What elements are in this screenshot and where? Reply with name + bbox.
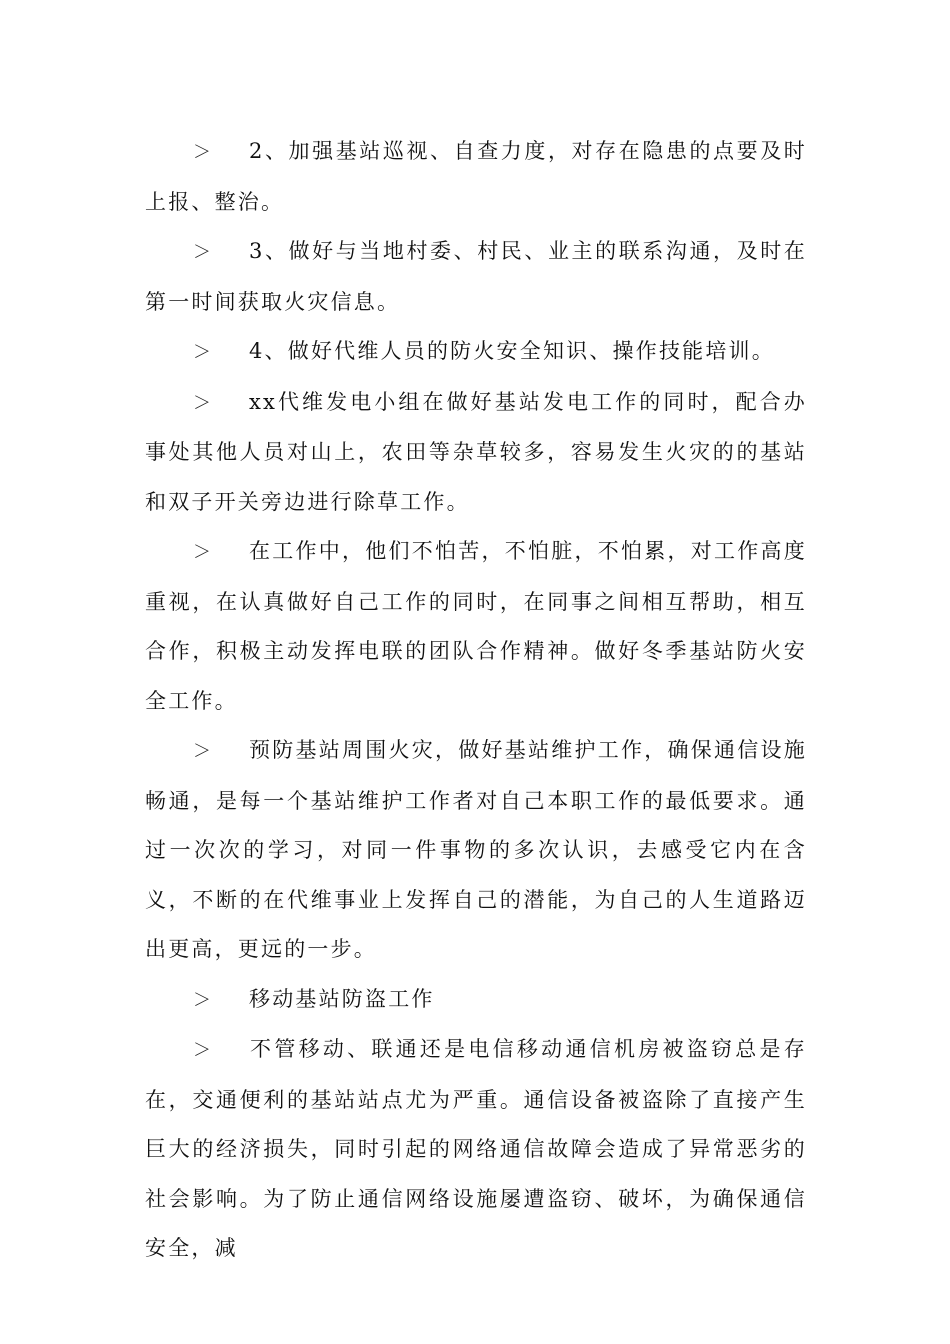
paragraph-text: 2、加强基站巡视、自查力度，对存在隐患的点要及时上报、整治。 (145, 139, 807, 214)
bullet-marker: ＞ (193, 392, 214, 414)
paragraph-8 (145, 1025, 807, 1274)
paragraph-text: xx代维发电小组在做好基站发电工作的同时，配合办事处其他人员对山上，农田等杂草较多，容易发生火灾的的基站和双子开关旁边进行除草工作。 (145, 389, 807, 514)
bullet-marker: ＞ (193, 242, 214, 263)
paragraph-6 (145, 726, 807, 975)
paragraph-1 (145, 127, 807, 227)
paragraph-text: 3、做好与当地村委、村民、业主的联系沟通，及时在第一时间获取火灾信息。 (145, 239, 807, 314)
paragraph-text: 在工作中，他们不怕苦，不怕脏，不怕累，对工作高度重视，在认真做好自己工作的同时，在同事之间相互帮助，相互合作，积极主动发挥电联的团队合作精神。做好冬季基站防火安全工作。 (145, 539, 807, 713)
bullet-marker: ＞ (193, 1040, 214, 1061)
paragraph-text: 预防基站周围火灾，做好基站维护工作，确保通信设施畅通，是每一个基站维护工作者对自己本职工作的最低要求。通过一次次的学习，对同一件事物的多次认识，去感受它内在含义，不断的在代维事业上发挥自己的潜能，为自己的人生道路迈出更高，更远的一步。 (145, 738, 807, 961)
paragraph-2 (145, 227, 807, 327)
paragraph-3 (145, 327, 807, 378)
bullet-marker: ＞ (193, 989, 214, 1011)
paragraph-text: 不管移动、联通还是电信移动通信机房被盗窃总是存在，交通便利的基站站点尤为严重。通信设备被盗除了直接产生巨大的经济损失，同时引起的网络通信故障会造成了异常恶劣的社会影响。为了防止通信网络设施屡遭盗窃、破坏，为确保通信安全，减 (145, 1037, 807, 1260)
paragraph-text: 移动基站防盗工作 (249, 986, 435, 1011)
bullet-marker: ＞ (193, 542, 214, 563)
document-body (145, 127, 807, 1274)
section-heading (145, 975, 807, 1026)
paragraph-5 (145, 527, 807, 726)
bullet-marker: ＞ (193, 142, 214, 163)
bullet-marker: ＞ (193, 342, 214, 363)
paragraph-text: 4、做好代维人员的防火安全知识、操作技能培训。 (249, 339, 775, 363)
paragraph-4 (145, 378, 807, 528)
bullet-marker: ＞ (193, 741, 214, 762)
